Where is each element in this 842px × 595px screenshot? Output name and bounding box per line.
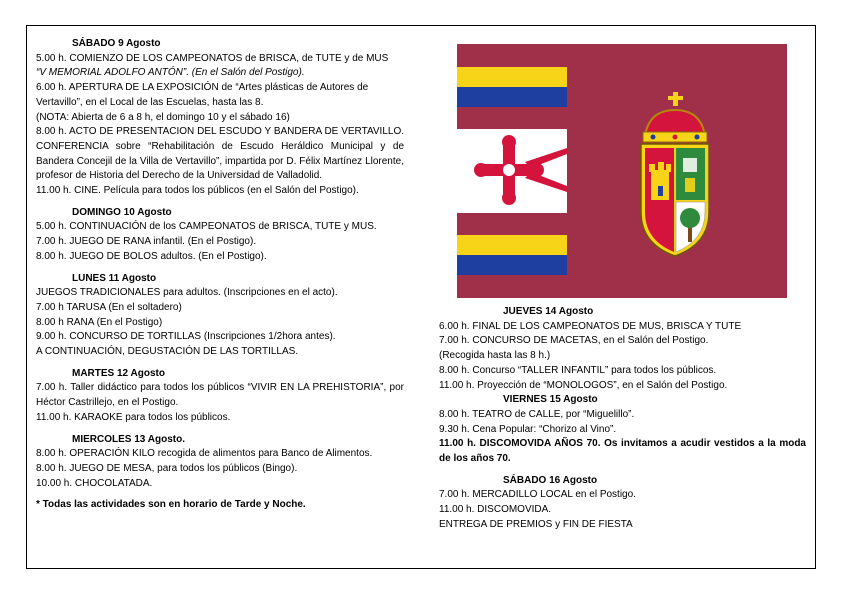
- footnote: * Todas las actividades son en horario de Tarde y Noche.: [36, 499, 306, 511]
- day-heading: SÁBADO 16 Agosto: [503, 474, 598, 486]
- day-heading: MARTES 12 Agosto: [72, 367, 165, 379]
- event-line: 8.00 h RANA (En el Postigo): [36, 316, 163, 328]
- event-line: 9.00 h. CONCURSO DE TORTILLAS (Inscripciones 1/2hora antes).: [36, 331, 336, 343]
- event-line: 11.00 h. KARAOKE para todos los públicos.: [36, 411, 231, 423]
- event-line: 8.00 h. OPERACIÓN KILO recogida de alimentos para Banco de Alimentos.: [36, 448, 373, 460]
- event-line: 11.00 h. Proyección de “MONOLOGOS”, en el Salón del Postigo.: [439, 379, 728, 391]
- vertavillo-flag: [457, 44, 787, 298]
- event-line: 7.00 h. CONCURSO DE MACETAS, en el Salón del Postigo.: [439, 335, 709, 347]
- event-line: 9.30 h. Cena Popular: “Chorizo al Vino”.: [439, 423, 617, 435]
- event-line: JUEGOS TRADICIONALES para adultos. (Inscripciones en el acto).: [36, 287, 338, 299]
- event-line: 6.00 h. APERTURA DE LA EXPOSICIÓN de “Artes plásticas de Autores de Vertavillo”, en el Local de las Escuelas, hasta las 8.: [36, 82, 369, 108]
- right-column: [439, 305, 806, 533]
- day-heading: JUEVES 14 Agosto: [503, 306, 594, 317]
- event-line: (NOTA: Abierta de 6 a 8 h, el domingo 10 y el sábado 16): [36, 111, 290, 123]
- event-line: (Recogida hasta las 8 h.): [439, 350, 551, 362]
- event-line: 6.00 h. FINAL DE LOS CAMPEONATOS DE MUS, BRISCA Y TUTE: [439, 320, 742, 332]
- event-line: 5.00 h. COMIENZO DE LOS CAMPEONATOS de BRISCA, de TUTE y de MUS: [36, 52, 389, 64]
- day-heading: LUNES 11 Agosto: [72, 272, 157, 284]
- day-heading: SÁBADO 9 Agosto: [72, 38, 161, 49]
- event-line: 5.00 h. CONTINUACIÓN de los CAMPEONATOS de BRISCA, TUTE y MUS.: [36, 221, 377, 233]
- event-line: 11.00 h. DISCOMOVIDA.: [439, 504, 552, 516]
- event-line: A CONTINUACIÓN, DEGUSTACIÓN DE LAS TORTILLAS.: [36, 346, 299, 358]
- event-line: 7.00 h TARUSA (En el soltadero): [36, 301, 182, 313]
- left-column: [36, 37, 404, 513]
- event-line: “V MEMORIAL ADOLFO ANTÓN”. (En el Salón del Postigo).: [36, 67, 305, 79]
- event-line: 11.00 h. DISCOMOVIDA AÑOS 70. Os invitamos a acudir vestidos a la moda de los años 70.: [439, 438, 806, 465]
- event-line: 7.00 h. Taller didáctico para todos los públicos “VIVIR EN LA PREHISTORIA”, por Héctor Castrillejo, en el Postigo.: [36, 382, 404, 409]
- event-line: 7.00 h. MERCADILLO LOCAL en el Postigo.: [439, 489, 636, 501]
- event-line: 8.00 h. JUEGO DE MESA, para todos los públicos (Bingo).: [36, 462, 298, 474]
- day-heading: DOMINGO 10 Agosto: [72, 206, 172, 218]
- event-line: 8.00 h. TEATRO de CALLE, por “Miguelillo”.: [439, 408, 635, 420]
- day-heading: MIERCOLES 13 Agosto.: [72, 433, 185, 445]
- event-line: 8.00 h. Concurso “TALLER INFANTIL” para todos los públicos.: [439, 364, 717, 376]
- day-heading: VIERNES 15 Agosto: [503, 394, 598, 406]
- event-line: 10.00 h. CHOCOLATADA.: [36, 477, 153, 489]
- event-line: 8.00 h. ACTO DE PRESENTACION DEL ESCUDO Y BANDERA DE VERTAVILLO. CONFERENCIA sobre “Rehabilitación de Escudo Heráldico Municipal y de Bandera Concejil de la Villa de Vertavillo”, impartida por D. Félix Martínez Llorente, profesor de Historia del Derecho de la Universidad de Valladolid.: [36, 126, 404, 182]
- event-line: 7.00 h. JUEGO DE RANA infantil. (En el Postigo).: [36, 236, 257, 248]
- event-line: ENTREGA DE PREMIOS y FIN DE FIESTA: [439, 518, 633, 530]
- event-line: 8.00 h. JUEGO DE BOLOS adultos. (En el Postigo).: [36, 250, 267, 262]
- event-line: 11.00 h. CINE. Película para todos los públicos (en el Salón del Postigo).: [36, 185, 359, 197]
